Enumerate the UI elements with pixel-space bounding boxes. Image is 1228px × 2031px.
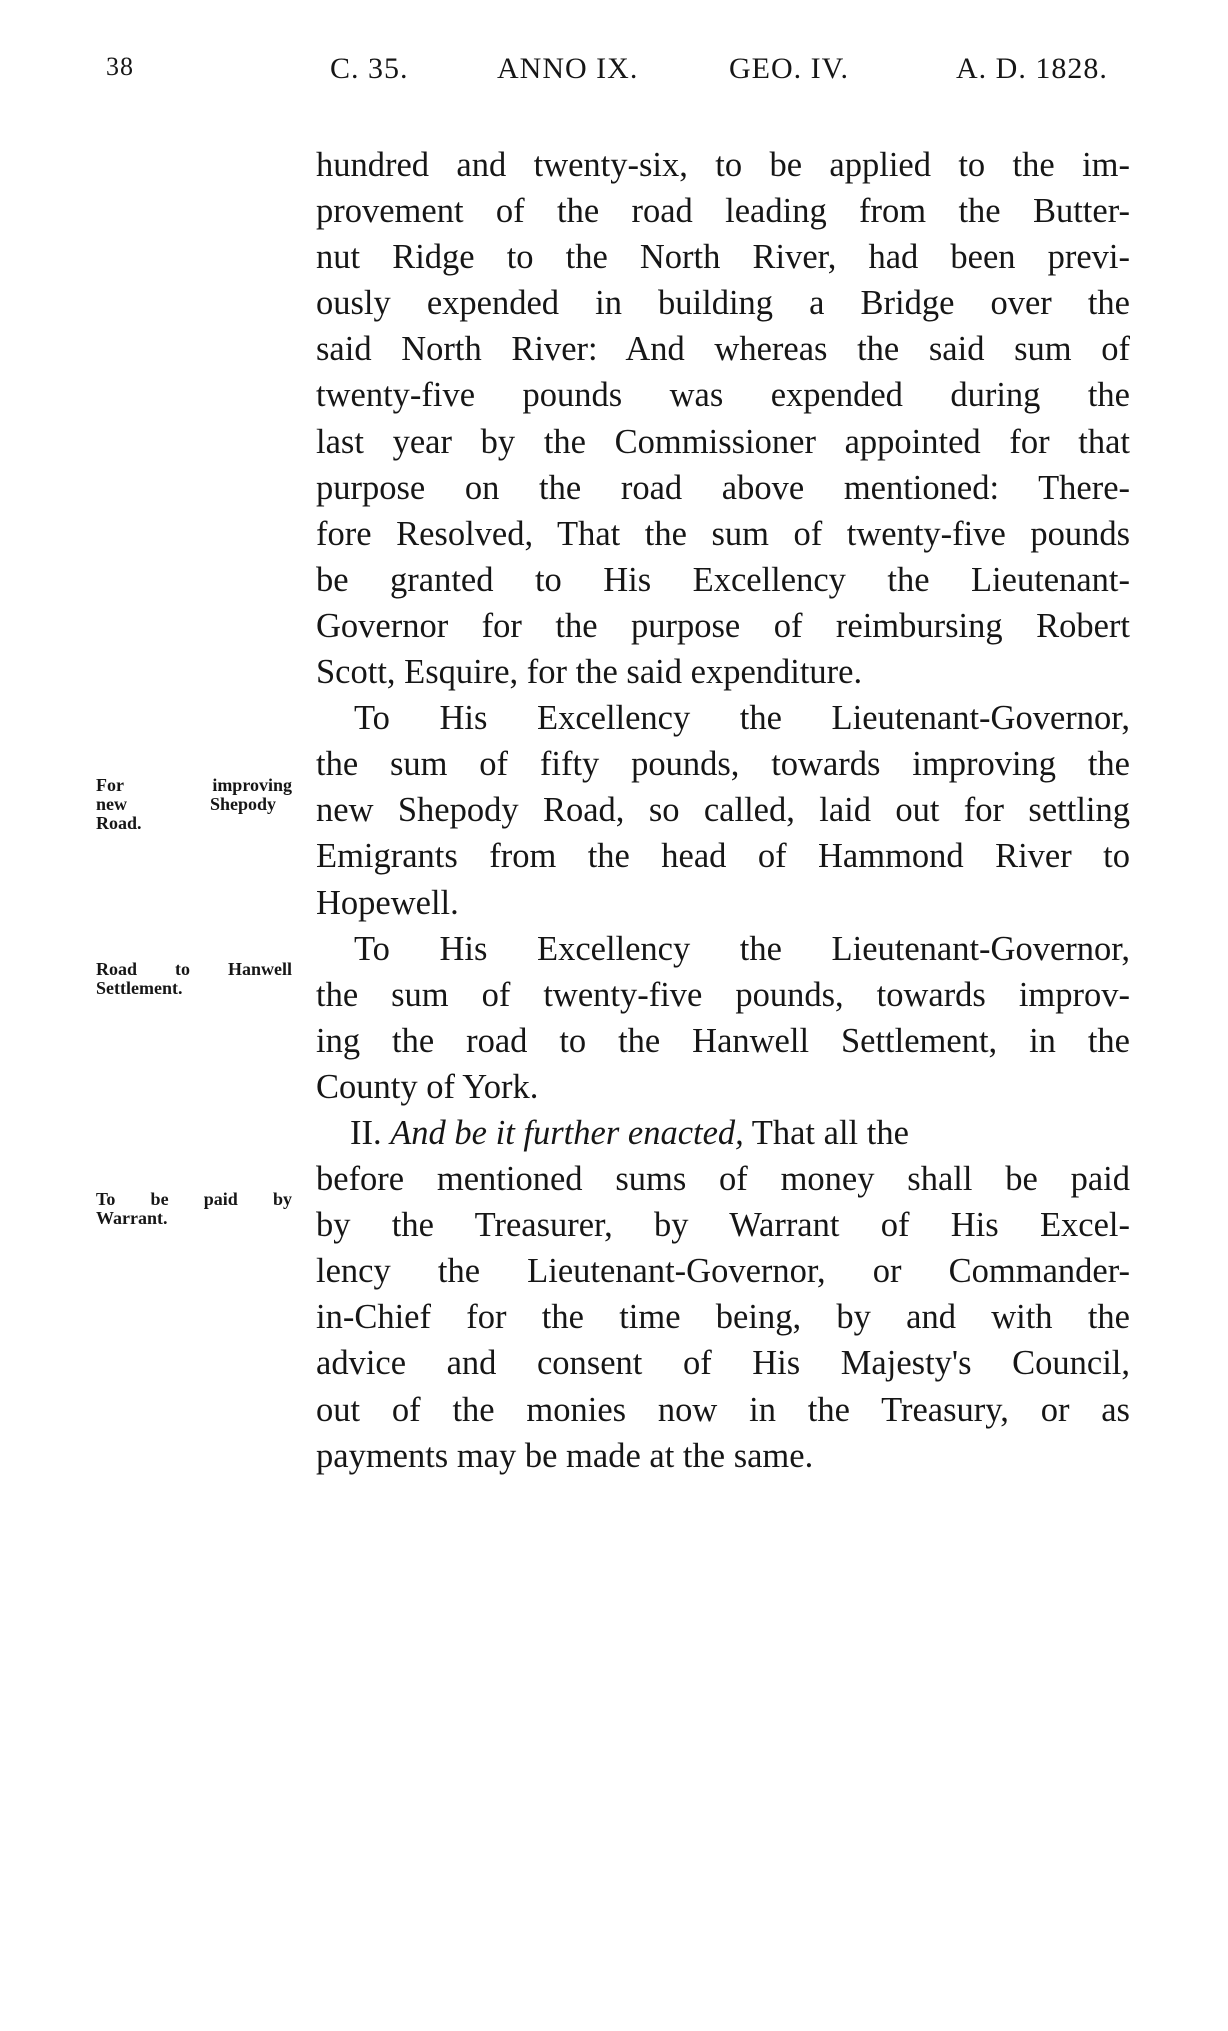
body-line: before mentioned sums of money shall be paid [316,1160,1130,1199]
reign-label: GEO. IV. [729,52,849,85]
body-line: nut Ridge to the North River, had been previ- [316,238,1130,277]
anno-label: ANNO IX. [497,52,639,85]
body-line: the sum of twenty-five pounds, towards improv- [316,975,1130,1014]
body-line: fore Resolved, That the sum of twenty-five pounds [316,514,1130,553]
body-line: twenty-five pounds was expended during the [316,376,1130,415]
year-label: A. D. 1828. [956,52,1108,85]
body-line: out of the monies now in the Treasury, or as [316,1390,1130,1429]
body-line: To His Excellency the Lieutenant-Governor, [354,699,1130,738]
section-number: II. [350,1113,382,1152]
body-line: be granted to His Excellency the Lieutenant- [316,560,1130,599]
body-line: hundred and twenty-six, to be applied to the im- [316,146,1130,184]
body-line: by the Treasurer, by Warrant of His Excel- [316,1206,1130,1245]
chapter-label: C. 35. [330,52,409,85]
body-line: last year by the Commissioner appointed for that [316,422,1130,461]
body-line: lency the Lieutenant-Governor, or Commander- [316,1252,1130,1291]
marginal-note-line: To be paid by [96,1189,292,1209]
marginal-note-line: Road. [96,813,142,833]
page-number: 38 [106,52,134,81]
body-line: Scott, Esquire, for the said expenditure. [316,653,863,692]
body-line: purpose on the road above mentioned: There- [316,468,1130,507]
section-text: That all the [751,1113,909,1152]
body-line: payments may be made at the same. [316,1436,814,1475]
marginal-note-line: new Shepody [96,794,276,814]
body-line: said North River: And whereas the said sum of [316,330,1130,369]
body-line: advice and consent of His Majesty's Council, [316,1344,1130,1383]
marginal-note-shepody [96,776,292,833]
body-line: To His Excellency the Lieutenant-Governor, [354,929,1130,968]
marginal-note-warrant [96,1190,292,1228]
enacting-clause: And be it further enacted, [390,1113,744,1152]
body-text [316,142,1130,1479]
body-line: County of York. [316,1067,539,1106]
body-line: Emigrants from the head of Hammond River to [316,837,1130,876]
marginal-note-line: Warrant. [96,1208,168,1228]
body-line: Governor for the purpose of reimbursing Robert [316,606,1130,645]
body-line: the sum of fifty pounds, towards improving the [316,745,1130,784]
running-header [0,52,1228,96]
body-line: ing the road to the Hanwell Settlement, in the [316,1021,1130,1060]
marginal-note-line: For improving [96,775,292,795]
section-line [316,1110,1130,1156]
body-line: provement of the road leading from the Butter- [316,192,1130,231]
body-line: new Shepody Road, so called, laid out for settling [316,791,1130,830]
body-line: ously expended in building a Bridge over the [316,284,1130,323]
marginal-note-hanwell [96,960,292,998]
body-line: Hopewell. [316,883,459,922]
body-line: in-Chief for the time being, by and with the [316,1298,1130,1337]
marginal-note-line: Road to Hanwell [96,959,292,979]
marginal-note-line: Settlement. [96,978,183,998]
